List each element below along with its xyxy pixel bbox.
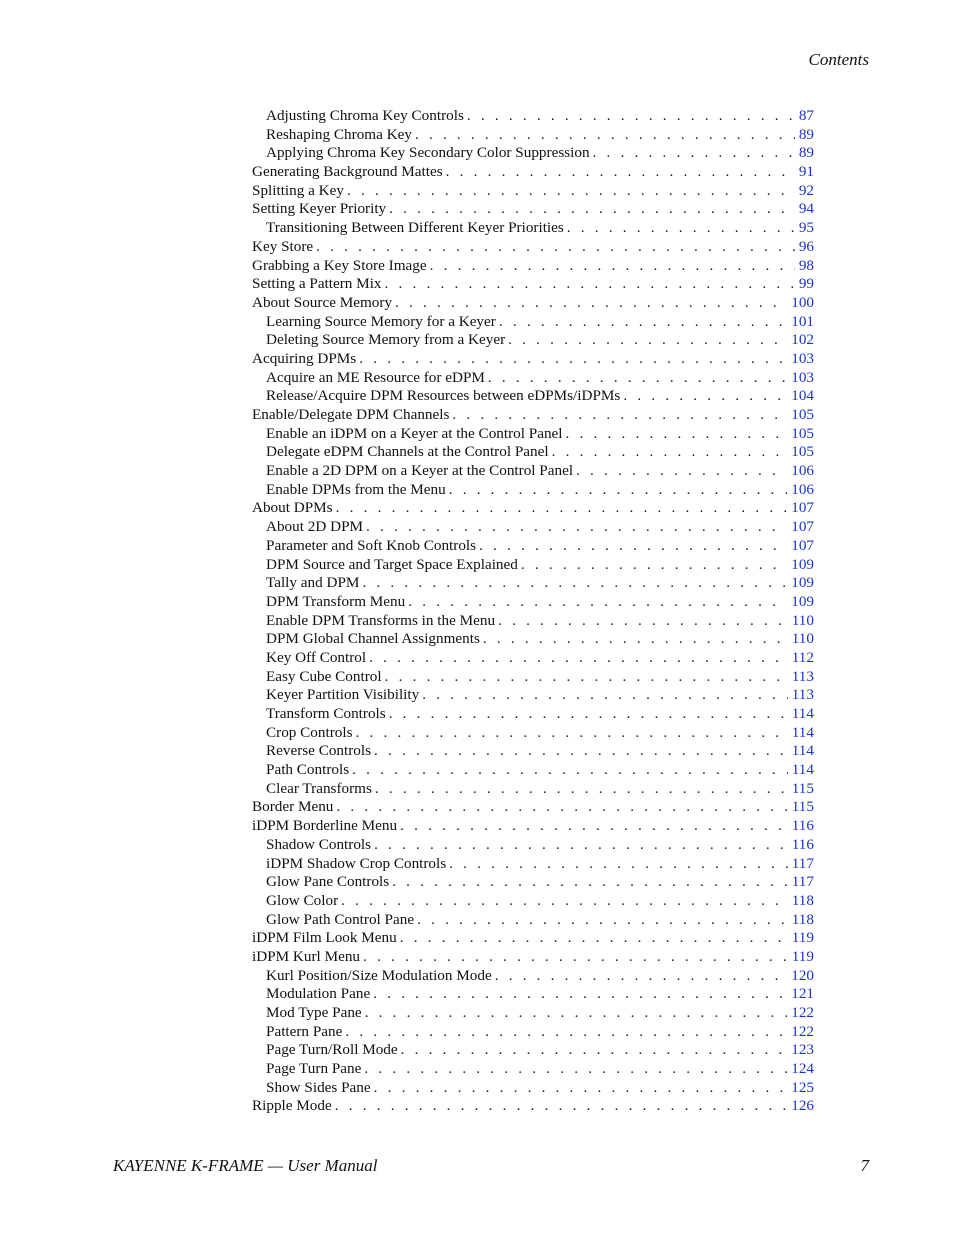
toc-entry-title: Show Sides Pane (266, 1078, 371, 1096)
toc-dot-leader (385, 275, 795, 294)
toc-page-link[interactable]: 122 (791, 1022, 814, 1040)
toc-entry-title: Learning Source Memory for a Keyer (266, 312, 496, 330)
footer-page-number: 7 (860, 1156, 869, 1175)
toc-entry-title: Release/Acquire DPM Resources between eDPMs/iDPMs (266, 387, 621, 405)
toc-entry[interactable] (252, 911, 814, 930)
toc-entry-title: Border Menu (252, 798, 334, 816)
toc-entry-title: Shadow Controls (266, 835, 372, 853)
toc-page-link[interactable]: 87 (798, 107, 814, 124)
toc-page-link[interactable]: 102 (791, 331, 814, 349)
toc-entry[interactable] (252, 892, 814, 911)
toc-page-link[interactable]: 115 (791, 798, 814, 816)
toc-page-link[interactable]: 98 (798, 256, 814, 274)
toc-page-link[interactable]: 122 (791, 1004, 814, 1021)
toc-page-link[interactable]: 114 (791, 723, 814, 741)
toc-dot-leader (449, 855, 788, 874)
toc-dot-leader (336, 798, 787, 817)
toc-entry-title: Transitioning Between Different Keyer Priorities (266, 219, 564, 237)
toc-page-link[interactable]: 91 (798, 163, 814, 181)
toc-page-link[interactable]: 106 (791, 480, 814, 498)
toc-page-link[interactable]: 107 (791, 536, 814, 554)
toc-entry[interactable] (252, 855, 814, 874)
toc-page-link[interactable]: 126 (791, 1097, 814, 1115)
toc-dot-leader (400, 817, 788, 836)
toc-page-link[interactable]: 105 (791, 443, 814, 461)
toc-entry[interactable] (252, 163, 814, 182)
toc-dot-leader (452, 406, 787, 425)
toc-entry-title: Enable a 2D DPM on a Keyer at the Control Panel (266, 462, 574, 480)
toc-entry[interactable] (252, 369, 814, 388)
toc-entry-title: Modulation Pane (266, 985, 371, 1003)
toc-entry[interactable] (252, 406, 814, 425)
toc-entry-title: Mod Type Pane (266, 1004, 362, 1021)
toc-entry[interactable] (252, 350, 814, 369)
toc-entry-title: About DPMs (252, 499, 333, 517)
toc-entry-title: Reshaping Chroma Key (266, 125, 412, 143)
toc-dot-leader (369, 649, 788, 668)
toc-page-link[interactable]: 92 (798, 181, 814, 199)
toc-entry[interactable] (252, 518, 814, 537)
toc-entry-title: iDPM Kurl Menu (252, 947, 361, 965)
toc-entry[interactable] (252, 967, 814, 986)
toc-page-link[interactable]: 114 (791, 742, 814, 760)
toc-entry-title: Enable an iDPM on a Keyer at the Control Panel (266, 424, 563, 442)
toc-entry-title: Delegate eDPM Channels at the Control Panel (266, 443, 549, 461)
toc-dot-leader (356, 724, 788, 743)
toc-page-link[interactable]: 110 (791, 611, 814, 629)
toc-page-link[interactable]: 118 (791, 910, 814, 928)
toc-entry[interactable] (252, 574, 814, 593)
toc-entry[interactable] (252, 462, 814, 481)
toc-page-link[interactable]: 118 (791, 891, 814, 909)
toc-entry-title: Key Store (252, 237, 314, 255)
toc-entry-title: Acquiring DPMs (252, 349, 357, 367)
toc-page-link[interactable]: 116 (791, 835, 814, 853)
toc-dot-leader (430, 257, 795, 276)
toc-entry-title: Deleting Source Memory from a Keyer (266, 331, 506, 349)
toc-entry-title: Ripple Mode (252, 1097, 332, 1115)
toc-dot-leader (392, 873, 788, 892)
toc-page-link[interactable]: 115 (791, 779, 814, 797)
toc-entry-title: Enable DPM Transforms in the Menu (266, 611, 496, 629)
toc-page-link[interactable]: 107 (791, 518, 814, 536)
toc-entry-title: Acquire an ME Resource for eDPM (266, 368, 485, 386)
toc-entry-title: Transform Controls (266, 705, 386, 722)
toc-dot-leader (389, 200, 795, 219)
toc-entry-title: Keyer Partition Visibility (266, 686, 420, 704)
toc-entry[interactable] (252, 985, 814, 1004)
table-of-contents (252, 107, 814, 1116)
toc-page-link[interactable]: 109 (791, 555, 814, 573)
toc-entry[interactable] (252, 1041, 814, 1060)
toc-dot-leader (552, 443, 788, 462)
toc-entry[interactable] (252, 724, 814, 743)
toc-entry[interactable] (252, 1079, 814, 1098)
toc-dot-leader (335, 1097, 787, 1116)
toc-dot-leader (374, 742, 788, 761)
toc-entry-title: Glow Pane Controls (266, 873, 390, 891)
toc-entry[interactable] (252, 817, 814, 836)
toc-entry-title: Setting a Pattern Mix (252, 275, 382, 293)
toc-entry[interactable] (252, 836, 814, 855)
toc-page-link[interactable]: 117 (791, 873, 814, 891)
toc-entry-title: iDPM Shadow Crop Controls (266, 854, 447, 872)
toc-dot-leader (446, 163, 795, 182)
toc-dot-leader (364, 1060, 787, 1079)
toc-dot-leader (417, 911, 788, 930)
toc-dot-leader (395, 294, 787, 313)
toc-dot-leader (508, 331, 787, 350)
toc-entry-title: Glow Color (266, 891, 339, 909)
toc-page-link[interactable]: 109 (791, 592, 814, 610)
toc-page-link[interactable]: 105 (791, 406, 814, 423)
toc-entry[interactable] (252, 630, 814, 649)
toc-dot-leader (400, 929, 788, 948)
toc-entry-title: Key Off Control (266, 648, 367, 666)
toc-entry-title: Generating Background Mattes (252, 163, 443, 181)
toc-entry[interactable] (252, 798, 814, 817)
toc-dot-leader (593, 144, 795, 163)
toc-entry-title: Page Turn Pane (266, 1060, 362, 1078)
toc-dot-leader (566, 425, 788, 444)
toc-entry-title: Kurl Position/Size Modulation Mode (266, 966, 492, 984)
toc-page-link[interactable]: 121 (791, 985, 814, 1003)
toc-entry-title: Tally and DPM (266, 574, 360, 592)
toc-entry[interactable] (252, 144, 814, 163)
toc-entry[interactable] (252, 107, 814, 126)
toc-dot-leader (483, 630, 788, 649)
toc-entry[interactable] (252, 200, 814, 219)
toc-entry[interactable] (252, 742, 814, 761)
toc-entry[interactable] (252, 443, 814, 462)
toc-entry[interactable] (252, 1097, 814, 1116)
toc-entry[interactable] (252, 425, 814, 444)
toc-entry[interactable] (252, 686, 814, 705)
toc-entry-title: iDPM Film Look Menu (252, 929, 397, 947)
toc-dot-leader (499, 313, 787, 332)
toc-dot-leader (422, 686, 788, 705)
toc-dot-leader (408, 593, 787, 612)
toc-page-link[interactable]: 103 (791, 368, 814, 386)
toc-page-link[interactable]: 117 (791, 854, 814, 872)
toc-entry-title: Setting Keyer Priority (252, 200, 387, 218)
toc-dot-leader (498, 612, 788, 631)
toc-entry[interactable] (252, 257, 814, 276)
toc-page-link[interactable]: 107 (791, 499, 814, 517)
toc-entry-title: DPM Transform Menu (266, 592, 406, 610)
toc-dot-leader (359, 350, 787, 369)
toc-dot-leader (373, 985, 787, 1004)
toc-entry[interactable] (252, 761, 814, 780)
toc-page-link[interactable]: 120 (791, 966, 814, 984)
toc-page-link[interactable]: 103 (791, 349, 814, 367)
toc-page-link[interactable]: 100 (791, 293, 814, 311)
toc-dot-leader (363, 948, 788, 967)
toc-entry-title: Splitting a Key (252, 181, 344, 199)
toc-entry[interactable] (252, 873, 814, 892)
toc-entry[interactable] (252, 294, 814, 313)
toc-dot-leader (467, 107, 795, 126)
toc-entry-title: About Source Memory (252, 293, 393, 311)
toc-dot-leader (316, 238, 795, 257)
toc-dot-leader (345, 1023, 787, 1042)
toc-entry[interactable] (252, 219, 814, 238)
toc-entry[interactable] (252, 275, 814, 294)
toc-entry-title: About 2D DPM (266, 518, 364, 536)
toc-entry[interactable] (252, 556, 814, 575)
toc-page-link[interactable]: 109 (791, 574, 814, 592)
toc-page-link[interactable]: 96 (798, 237, 814, 255)
toc-page-link[interactable]: 119 (791, 947, 814, 965)
toc-entry-title: Grabbing a Key Store Image (252, 256, 427, 274)
toc-entry-title: DPM Global Channel Assignments (266, 630, 480, 648)
toc-entry[interactable] (252, 948, 814, 967)
toc-page-link[interactable]: 89 (798, 144, 814, 162)
toc-entry[interactable] (252, 1023, 814, 1042)
toc-page-link[interactable]: 123 (791, 1041, 814, 1059)
toc-entry[interactable] (252, 537, 814, 556)
toc-page-link[interactable]: 113 (791, 667, 814, 685)
toc-page-link[interactable]: 114 (791, 705, 814, 722)
toc-entry-title: Easy Cube Control (266, 667, 382, 685)
toc-page-link[interactable]: 116 (791, 817, 814, 835)
toc-entry-title: Path Controls (266, 761, 350, 779)
toc-page-link[interactable]: 114 (791, 761, 814, 779)
toc-entry[interactable] (252, 668, 814, 687)
toc-page-link[interactable]: 110 (791, 630, 814, 648)
toc-entry[interactable] (252, 126, 814, 145)
toc-dot-leader (567, 219, 795, 238)
toc-page-link[interactable]: 95 (798, 219, 814, 237)
toc-page-link[interactable]: 119 (791, 929, 814, 947)
toc-dot-leader (389, 705, 788, 724)
toc-entry-title: Reverse Controls (266, 742, 372, 760)
toc-entry[interactable] (252, 313, 814, 332)
toc-dot-leader (479, 537, 787, 556)
toc-entry-title: Adjusting Chroma Key Controls (266, 107, 464, 124)
toc-entry-title: Clear Transforms (266, 779, 372, 797)
toc-entry[interactable] (252, 780, 814, 799)
toc-dot-leader (415, 126, 795, 145)
toc-entry[interactable] (252, 649, 814, 668)
toc-entry[interactable] (252, 1060, 814, 1079)
toc-page-link[interactable]: 112 (791, 648, 814, 666)
toc-entry-title: Crop Controls (266, 723, 353, 741)
toc-entry-title: Enable DPMs from the Menu (266, 480, 446, 498)
toc-entry-title: Page Turn/Roll Mode (266, 1041, 398, 1059)
toc-dot-leader (341, 892, 788, 911)
toc-dot-leader (488, 369, 787, 388)
toc-dot-leader (449, 481, 788, 500)
toc-entry-title: iDPM Borderline Menu (252, 817, 398, 835)
toc-page-link[interactable]: 94 (798, 200, 814, 218)
toc-dot-leader (521, 556, 787, 575)
toc-page-link[interactable]: 124 (791, 1060, 814, 1078)
toc-dot-leader (623, 387, 787, 406)
toc-page-link[interactable]: 106 (791, 462, 814, 480)
toc-page-link[interactable]: 101 (791, 312, 814, 330)
toc-page-link[interactable]: 104 (791, 387, 814, 405)
toc-entry[interactable] (252, 481, 814, 500)
toc-page-link[interactable]: 105 (791, 424, 814, 442)
toc-entry[interactable] (252, 593, 814, 612)
toc-dot-leader (374, 836, 788, 855)
toc-entry-title: Applying Chroma Key Secondary Color Suppression (266, 144, 590, 162)
toc-dot-leader (401, 1041, 788, 1060)
toc-entry-title: Enable/Delegate DPM Channels (252, 406, 450, 423)
toc-entry-title: Pattern Pane (266, 1022, 343, 1040)
toc-entry[interactable] (252, 1004, 814, 1023)
toc-dot-leader (366, 518, 787, 537)
running-header: Contents (808, 50, 869, 69)
toc-entry[interactable] (252, 331, 814, 350)
toc-dot-leader (365, 1004, 788, 1023)
toc-page-link[interactable]: 125 (791, 1078, 814, 1096)
toc-entry-title: Parameter and Soft Knob Controls (266, 536, 477, 554)
toc-dot-leader (352, 761, 788, 780)
toc-entry[interactable] (252, 929, 814, 948)
toc-entry-title: Glow Path Control Pane (266, 910, 415, 928)
toc-entry[interactable] (252, 499, 814, 518)
toc-dot-leader (347, 182, 795, 201)
toc-page-link[interactable]: 89 (798, 125, 814, 143)
toc-dot-leader (576, 462, 787, 481)
toc-entry[interactable] (252, 612, 814, 631)
toc-dot-leader (336, 499, 788, 518)
toc-entry[interactable] (252, 705, 814, 724)
toc-page-link[interactable]: 113 (791, 686, 814, 704)
footer-document-title: KAYENNE K-FRAME — User Manual (113, 1156, 378, 1175)
toc-page-link[interactable]: 99 (798, 275, 814, 293)
toc-entry[interactable] (252, 387, 814, 406)
toc-dot-leader (385, 668, 788, 687)
toc-dot-leader (362, 574, 787, 593)
toc-dot-leader (495, 967, 788, 986)
toc-dot-leader (374, 1079, 788, 1098)
toc-entry[interactable] (252, 182, 814, 201)
toc-dot-leader (375, 780, 788, 799)
toc-entry-title: DPM Source and Target Space Explained (266, 555, 518, 573)
toc-entry[interactable] (252, 238, 814, 257)
